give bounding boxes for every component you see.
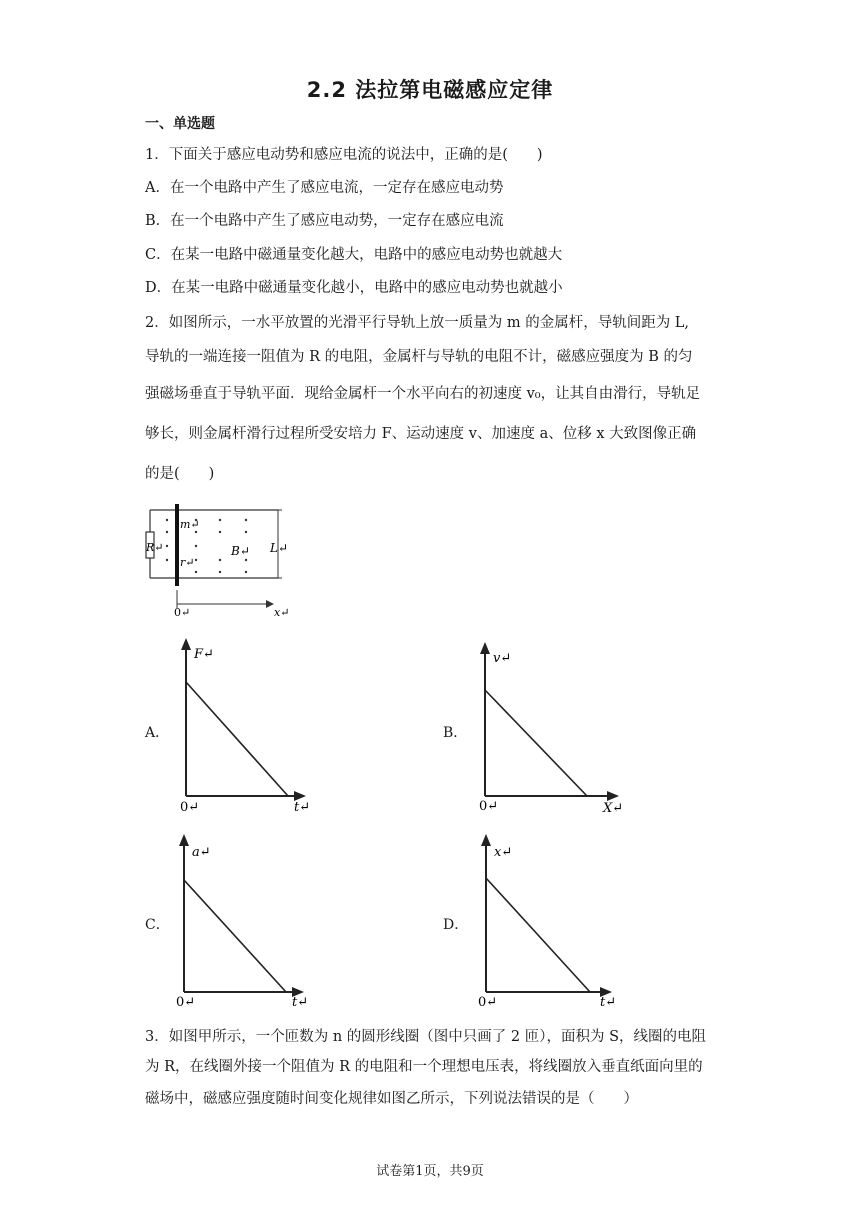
q3-line-3: 磁场中，磁感应强度随时间变化规律如图乙所示，下列说法错误的是（ ） bbox=[145, 1091, 638, 1107]
q2-line-3: 强磁场垂直于导轨平面．现给金属杆一个水平向右的初速度 v₀，让其自由滑行，导轨足 bbox=[145, 386, 701, 402]
rail-figure bbox=[140, 500, 300, 620]
page-title: 2.2 法拉第电磁感应定律 bbox=[306, 78, 554, 102]
q1-option-c: C．在某一电路中磁通量变化越大，电路中的感应电动势也就越大 bbox=[145, 247, 563, 263]
q2-line-1: 2．如图所示，一水平放置的光滑平行导轨上放一质量为 m 的金属杆，导轨间距为 L, bbox=[145, 315, 690, 331]
choice-a-origin: 0↵ bbox=[180, 800, 200, 814]
choice-b-y-label: v↵ bbox=[493, 651, 512, 666]
choice-c-label: C． bbox=[145, 917, 170, 933]
choice-c-origin: 0↵ bbox=[176, 995, 196, 1010]
choice-b-graph bbox=[471, 640, 631, 816]
choice-a-graph bbox=[172, 636, 312, 814]
q1-option-d: D．在某一电路中磁通量变化越小，电路中的感应电动势也就越小 bbox=[145, 280, 563, 296]
choice-d-y-label: x↵ bbox=[494, 845, 513, 860]
label-x: x↵ bbox=[274, 606, 290, 619]
choice-a-x-label: t↵ bbox=[294, 800, 311, 814]
q2-line-4: 够长，则金属杆滑行过程所受安培力 F、运动速度 v、加速度 a、位移 x 大致图像正确 bbox=[145, 426, 697, 442]
q1-stem: 1．下面关于感应电动势和感应电流的说法中，正确的是( ) bbox=[145, 147, 543, 163]
choice-a-y-label: F↵ bbox=[194, 647, 214, 662]
choice-d-label: D． bbox=[443, 917, 469, 933]
q1-option-a: A．在一个电路中产生了感应电流，一定存在感应电动势 bbox=[145, 180, 504, 196]
label-B: B↵ bbox=[231, 544, 250, 558]
choice-c-graph bbox=[170, 832, 310, 1010]
label-R: R↵ bbox=[146, 541, 164, 554]
q2-line-2: 导轨的一端连接一阻值为 R 的电阻，金属杆与导轨的电阻不计，磁感应强度为 B 的匀 bbox=[145, 349, 693, 365]
choice-b-origin: 0↵ bbox=[479, 799, 499, 814]
q3-line-2: 为 R，在线圈外接一个阻值为 R 的电阻和一个理想电压表，将线圈放入垂直纸面向里的 bbox=[145, 1059, 703, 1075]
q3-line-1: 3．如图甲所示，一个匝数为 n 的圆形线圈（图中只画了 2 匝），面积为 S，线圈的电阻 bbox=[145, 1029, 707, 1045]
label-origin: 0↵ bbox=[174, 606, 191, 619]
choice-d-graph bbox=[472, 832, 622, 1010]
choice-a-label: A． bbox=[145, 725, 170, 741]
label-L: L↵ bbox=[270, 541, 289, 555]
choice-d-x-label: t↵ bbox=[600, 995, 617, 1010]
choice-b-x-label: X↵ bbox=[603, 801, 624, 816]
label-r: r↵ bbox=[180, 556, 195, 569]
q2-line-5: 的是( ) bbox=[145, 466, 215, 482]
choice-c-y-label: a↵ bbox=[192, 845, 211, 860]
choice-d-origin: 0↵ bbox=[478, 995, 498, 1010]
section-heading: 一、单选题 bbox=[145, 116, 215, 132]
q1-option-b: B．在一个电路中产生了感应电动势，一定存在感应电流 bbox=[145, 213, 504, 229]
choice-c-x-label: t↵ bbox=[292, 995, 309, 1010]
label-m: m↵ bbox=[180, 518, 200, 531]
choice-b-label: B． bbox=[443, 725, 468, 741]
page-footer: 试卷第1页，共9页 bbox=[376, 1164, 484, 1179]
